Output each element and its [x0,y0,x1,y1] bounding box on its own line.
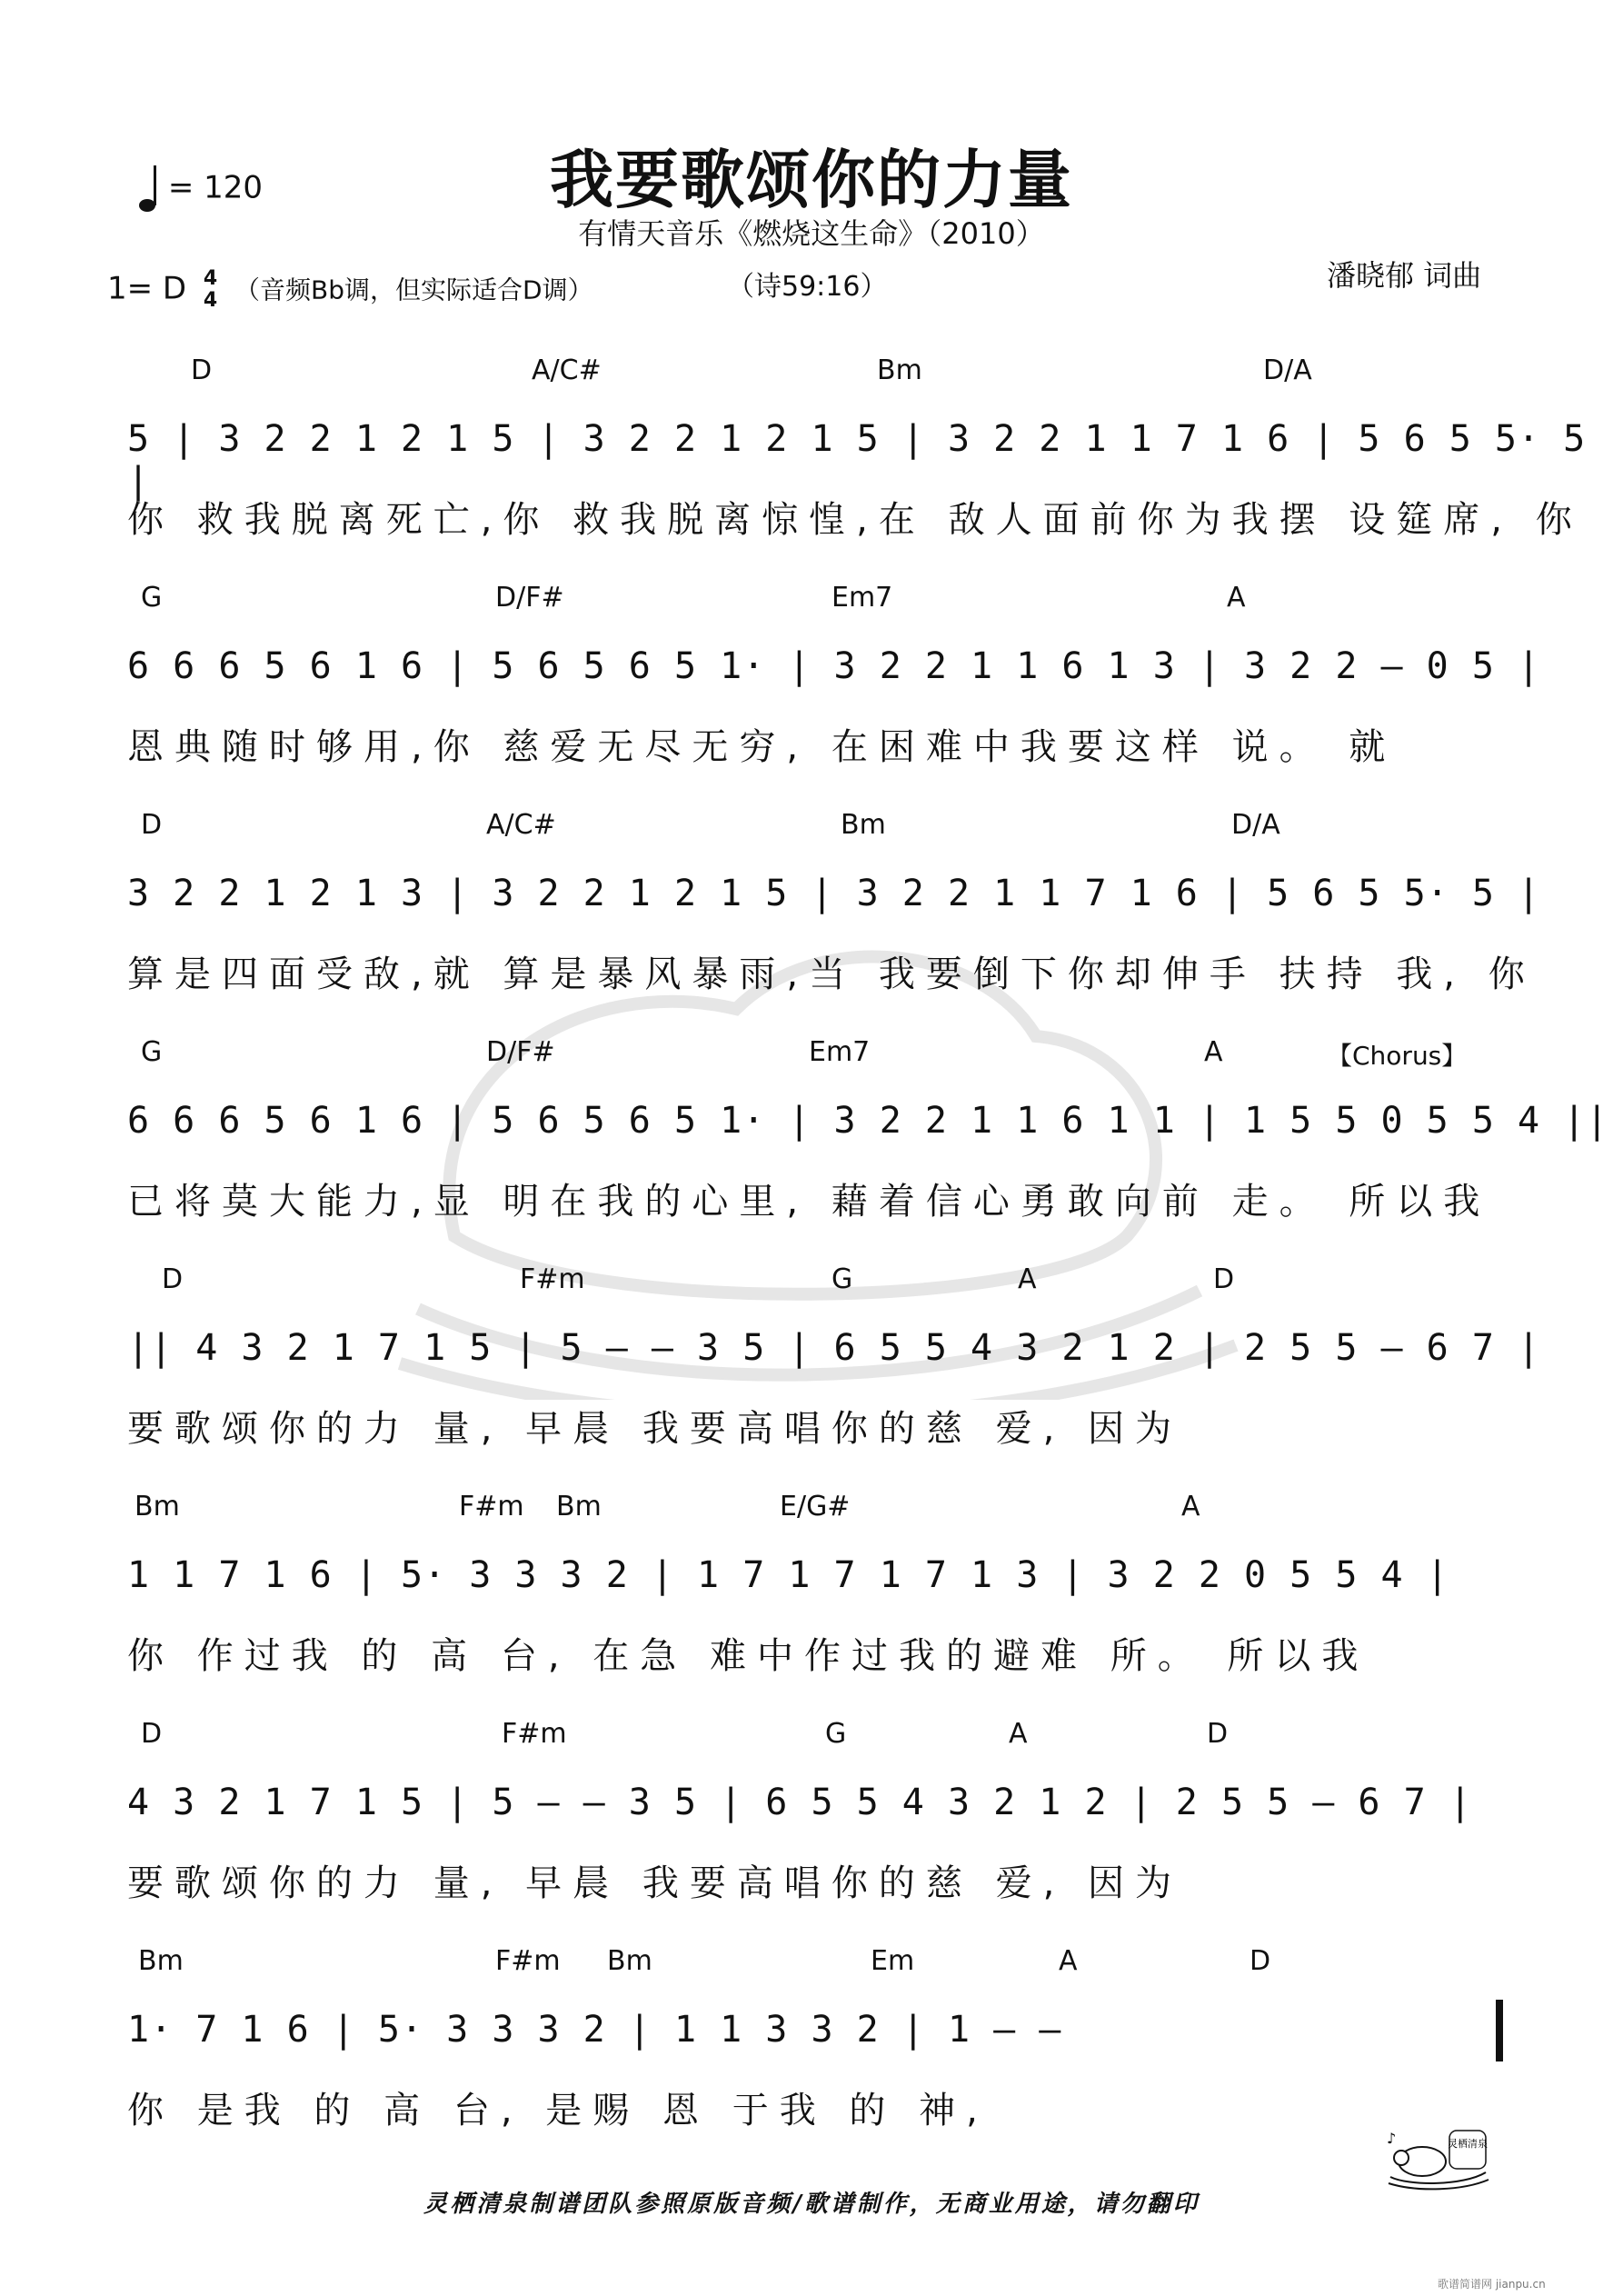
svg-text:♪: ♪ [1387,2130,1397,2147]
chord-label: D [141,1718,163,1750]
chord-label: Bm [556,1491,602,1522]
chord-label: Bm [138,1945,184,1977]
key-signature [107,268,593,312]
sheep-logo-icon [1381,2127,1490,2191]
notation-line: 1· 7 1 6 | 5· 3 3 3 2 | 1 1 3 3 2 | 1 – – [127,2009,1062,2051]
chord-label: D [162,1263,184,1295]
chord-label: D [1213,1263,1235,1295]
lyrics-line: 你 救我脱离死亡,你 救我脱离惊惶,在 敌人面前你为我摆 设筵席, 你 [127,499,1583,541]
chord-label: F#m [502,1718,567,1750]
chord-label: D/A [1263,354,1312,386]
lyrics-line: 算是四面受敌,就 算是暴风暴雨,当 我要倒下你却伸手 扶持 我, 你 [127,953,1536,995]
chord-label: D/F# [486,1036,555,1068]
composer-credit: 潘晓郁 词曲 [1327,258,1482,293]
chord-label: A [1227,582,1246,614]
key-label: 1= D [107,270,187,307]
chord-label: A/C# [532,354,602,386]
site-watermark: 歌谱简谱网 jianpu.cn [1438,2278,1546,2291]
album-subtitle: 有情天音乐《燃烧这生命》（2010） [578,216,1045,251]
lyrics-line: 已将莫大能力,显 明在我的心里, 藉着信心勇敢向前 走。 所以我 [127,1181,1491,1223]
chord-label: D [191,354,213,386]
time-sig-bottom: 4 [203,289,218,312]
chord-label: F#m [520,1263,585,1295]
notation-line: 5 | 3 2 2 1 2 1 5 | 3 2 2 1 2 1 5 | 3 2 2 1 1 7 1 6 | 5 6 5 5· 5 | [127,418,1587,502]
notation-line: 4 3 2 1 7 1 5 | 5 – – 3 5 | 6 5 5 4 3 2 1 2 | 2 5 5 – 6 7 | [127,1782,1472,1823]
chord-label: F#m [495,1945,561,1977]
song-title: 我要歌颂你的力量 [550,143,1073,217]
chord-label: Bm [841,809,886,841]
chord-label: A/C# [486,809,556,841]
chord-label: G [825,1718,847,1750]
chord-label: D [141,809,163,841]
tempo-value: = 120 [167,169,264,206]
chord-label: D/A [1231,809,1280,841]
lyrics-line: 你 作过我 的 高 台, 在急 难中作过我的避难 所。 所以我 [127,1635,1369,1677]
time-sig-top: 4 [203,267,218,290]
logo-text: 灵栖清泉 [1448,2138,1488,2150]
footer-note: 灵栖清泉制谱团队参照原版音频/歌谱制作，无商业用途，请勿翻印 [423,2191,1200,2218]
key-note: （音频Bb调，但实际适合D调） [234,275,593,305]
chord-label: G [831,1263,853,1295]
chord-label: Em [871,1945,915,1977]
chord-label: D [1250,1945,1271,1977]
time-signature [204,268,217,312]
chord-label: A [1018,1263,1037,1295]
chord-label: Bm [607,1945,652,1977]
chord-label: A [1181,1491,1200,1522]
chord-label: E/G# [780,1491,851,1522]
chord-label: G [141,1036,163,1068]
chord-label: Bm [877,354,922,386]
lyrics-line: 你 是我 的 高 台, 是赐 恩 于我 的 神, [127,2090,989,2131]
notation-line: 6 6 6 5 6 1 6 | 5 6 5 6 5 1· | 3 2 2 1 1 6 1 1 | 1 5 5 0 5 5 4 || [127,1100,1609,1142]
lyrics-line: 要歌颂你的力 量, 早晨 我要高唱你的慈 爱, 因为 [127,1862,1183,1904]
scripture-reference: （诗59:16） [727,271,888,303]
notation-line: || 4 3 2 1 7 1 5 | 5 – – 3 5 | 6 5 5 4 3 2 1 2 | 2 5 5 – 6 7 | [127,1327,1541,1369]
lyrics-line: 恩典随时够用,你 慈爱无尽无穷, 在困难中我要这样 说。 就 [127,726,1397,768]
chord-label: A [1059,1945,1078,1977]
notation-line: 6 6 6 5 6 1 6 | 5 6 5 6 5 1· | 3 2 2 1 1 6 1 3 | 3 2 2 – 0 5 | [127,645,1541,687]
chord-label: D/F# [495,582,564,614]
notation-line: 1 1 7 1 6 | 5· 3 3 3 2 | 1 7 1 7 1 7 1 3 | 3 2 2 0 5 5 4 | [127,1554,1449,1596]
chord-label: Bm [134,1491,180,1522]
chord-label: A [1204,1036,1223,1068]
chord-label: D [1207,1718,1229,1750]
chord-label: Em7 [831,582,893,614]
chord-label: Em7 [809,1036,871,1068]
chord-label: A [1009,1718,1028,1750]
chord-label: G [141,582,163,614]
section-marker-chorus: 【Chorus】 [1327,1041,1468,1071]
lyrics-line: 要歌颂你的力 量, 早晨 我要高唱你的慈 爱, 因为 [127,1408,1183,1450]
final-barline [1496,2000,1503,2061]
notation-line: 3 2 2 1 2 1 3 | 3 2 2 1 2 1 5 | 3 2 2 1 1 7 1 6 | 5 6 5 5· 5 | [127,873,1541,914]
chord-label: F#m [459,1491,524,1522]
